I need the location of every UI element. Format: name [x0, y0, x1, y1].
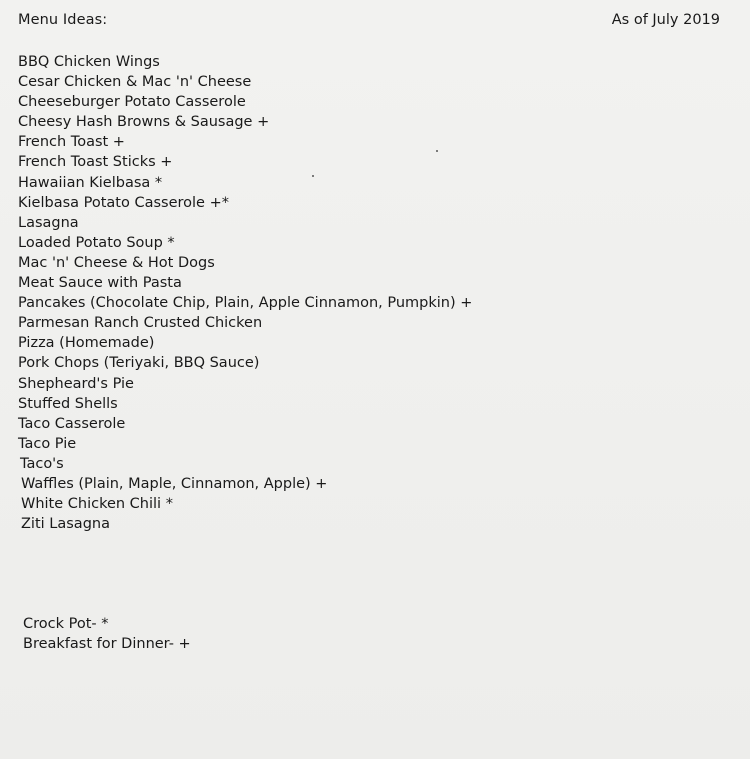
list-item: Ziti Lasagna	[21, 516, 110, 533]
list-item: Waffles (Plain, Maple, Cinnamon, Apple) +	[21, 475, 328, 492]
page-title: Menu Ideas:	[18, 12, 108, 28]
list-item: Pork Chops (Teriyaki, BBQ Sauce)	[18, 355, 260, 372]
list-item: Loaded Potato Soup *	[18, 234, 175, 251]
list-item: Cheeseburger Potato Casserole	[18, 94, 246, 111]
list-item: Pancakes (Chocolate Chip, Plain, Apple Cinnamon, Pumpkin) +	[18, 295, 473, 312]
legend-item: Crock Pot- *	[23, 616, 109, 632]
list-item: Shepheard's Pie	[18, 375, 134, 392]
paper-speck	[436, 150, 438, 152]
list-item: Cesar Chicken & Mac 'n' Cheese	[18, 74, 252, 91]
list-item: Lasagna	[18, 214, 79, 231]
list-item: Stuffed Shells	[18, 395, 118, 412]
list-item: Taco Pie	[18, 435, 77, 452]
list-item: Cheesy Hash Browns & Sausage +	[18, 114, 270, 131]
list-item: Pizza (Homemade)	[18, 335, 155, 352]
list-item: Meat Sauce with Pasta	[18, 275, 182, 292]
paper-speck	[312, 175, 314, 177]
list-item: Parmesan Ranch Crusted Chicken	[18, 315, 263, 332]
list-item: Hawaiian Kielbasa *	[18, 174, 163, 191]
list-item: Mac 'n' Cheese & Hot Dogs	[18, 254, 215, 271]
legend-list	[23, 614, 191, 654]
date-note: As of July 2019	[611, 12, 720, 28]
list-item: White Chicken Chili *	[21, 496, 173, 513]
list-item: Taco's	[20, 455, 64, 472]
list-item: Kielbasa Potato Casserole +*	[18, 194, 229, 211]
list-item: Taco Casserole	[18, 415, 126, 432]
menu-list	[18, 52, 472, 534]
list-item: BBQ Chicken Wings	[18, 54, 160, 70]
list-item: French Toast Sticks +	[18, 154, 173, 171]
list-item: French Toast +	[18, 134, 125, 151]
legend-item: Breakfast for Dinner- +	[23, 636, 191, 652]
